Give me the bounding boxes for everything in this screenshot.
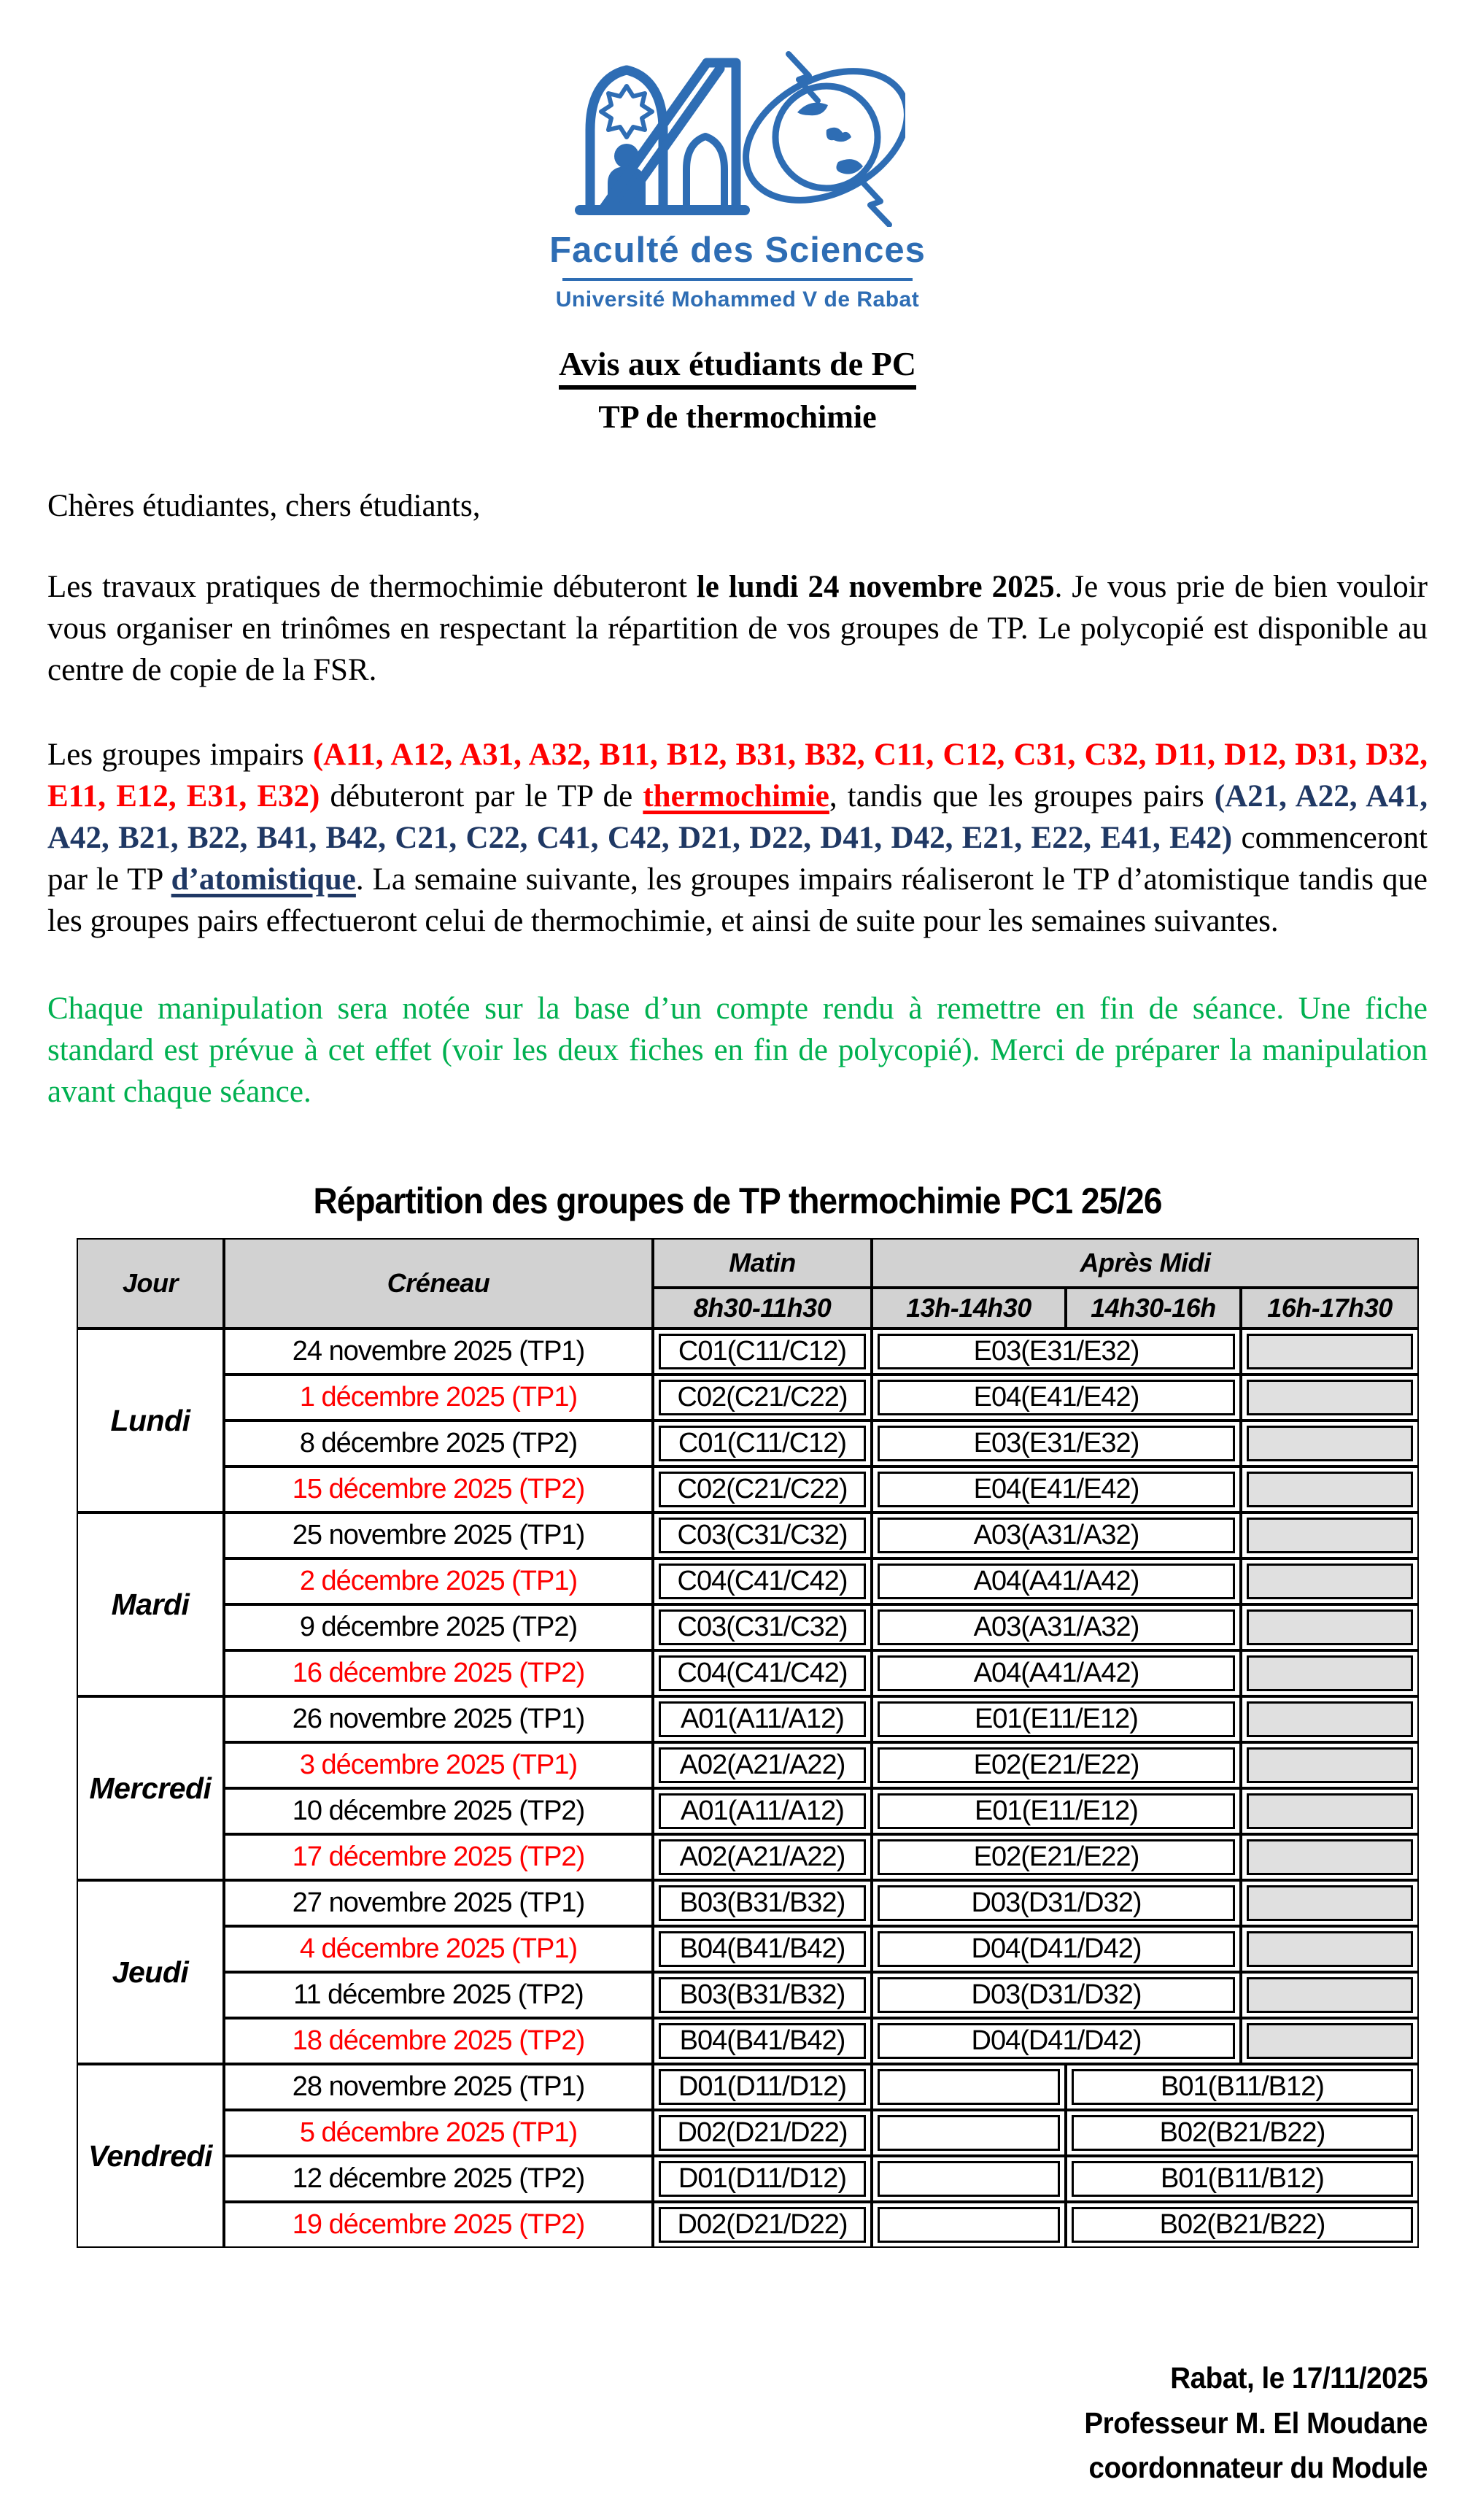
- session-date: 8 décembre 2025 (TP2): [224, 1421, 653, 1466]
- blocked-slot: [1247, 1380, 1413, 1415]
- notice-subtitle: TP de thermochimie: [598, 399, 877, 435]
- matin-group: B03(B31/B32): [659, 1885, 866, 1921]
- matin-group: C01(C11/C12): [659, 1334, 866, 1369]
- blocked-slot-cell: [1241, 1650, 1419, 1696]
- session-date: 17 décembre 2025 (TP2): [224, 1834, 653, 1880]
- apres-midi-slot-cell: [872, 1650, 1241, 1696]
- matin-slot-cell: [653, 1329, 872, 1375]
- schedule-row: [77, 1329, 1419, 1375]
- p2-intro: Les groupes impairs: [47, 737, 313, 772]
- session-date: 2 décembre 2025 (TP1): [224, 1558, 653, 1604]
- even-groups-list: (A21, A22, A41, A42, B21, B22, B41, B42, C21, C22, C41, C42, D21, D22, D41, D42, E21, E22, E41, E42): [47, 778, 1428, 855]
- col-header-jour: Jour: [77, 1238, 224, 1329]
- apres-midi-group: A04(A41/A42): [878, 1655, 1235, 1691]
- empty-slot-cell: [872, 2156, 1066, 2202]
- matin-slot-cell: [653, 1512, 872, 1558]
- apres-midi-slot-cell: [1066, 2202, 1419, 2248]
- matin-slot-cell: [653, 2202, 872, 2248]
- schedule-row: [77, 1466, 1419, 1512]
- blocked-slot: [1247, 1793, 1413, 1829]
- col-header-creneau: Créneau: [224, 1238, 653, 1329]
- apres-midi-group: B02(B21/B22): [1072, 2207, 1413, 2243]
- blocked-slot-cell: [1241, 1972, 1419, 2018]
- logo-divider: [562, 278, 913, 281]
- apres-midi-slot-cell: [872, 1880, 1241, 1926]
- matin-slot-cell: [653, 1696, 872, 1742]
- atomistique-emphasis: d’atomistique: [171, 862, 356, 897]
- signature-place-date: Rabat, le 17/11/2025: [1170, 2361, 1428, 2395]
- blocked-slot: [1247, 1885, 1413, 1921]
- session-date: 3 décembre 2025 (TP1): [224, 1742, 653, 1788]
- blocked-slot: [1247, 1609, 1413, 1645]
- session-date: 11 décembre 2025 (TP2): [224, 1972, 653, 2018]
- session-date: 18 décembre 2025 (TP2): [224, 2018, 653, 2064]
- blocked-slot-cell: [1241, 1329, 1419, 1375]
- apres-midi-slot-cell: [872, 1742, 1241, 1788]
- apres-midi-slot-cell: [872, 1926, 1241, 1972]
- blocked-slot: [1247, 1931, 1413, 1967]
- blocked-slot-cell: [1241, 1421, 1419, 1466]
- p2-mid2: , tandis que les groupes pairs: [829, 778, 1215, 813]
- matin-slot-cell: [653, 1788, 872, 1834]
- logo-globe-icon: [724, 45, 905, 227]
- logo-arch-icon: [580, 63, 745, 210]
- apres-midi-slot-cell: [872, 1788, 1241, 1834]
- table-header: [77, 1238, 1419, 1329]
- signature-professor: Professeur M. El Moudane: [1084, 2405, 1428, 2440]
- matin-slot-cell: [653, 2064, 872, 2110]
- schedule-row: [77, 1880, 1419, 1926]
- schedule-row: [77, 1375, 1419, 1421]
- col-header-14h30-16h: 14h30-16h: [1066, 1288, 1241, 1329]
- matin-group: C04(C41/C42): [659, 1655, 866, 1691]
- day-label: Mardi: [77, 1512, 224, 1696]
- apres-midi-group: A03(A31/A32): [878, 1609, 1235, 1645]
- apres-midi-group: A04(A41/A42): [878, 1564, 1235, 1599]
- matin-slot-cell: [653, 1834, 872, 1880]
- matin-slot-cell: [653, 2110, 872, 2156]
- apres-midi-group: E03(E31/E32): [878, 1334, 1235, 1369]
- matin-group: A02(A21/A22): [659, 1839, 866, 1875]
- schedule-row: [77, 2110, 1419, 2156]
- paragraph-grading-note: Chaque manipulation sera notée sur la base d’un compte rendu à remettre en fin de séance. Une fiche standard est prévue à cet effet (voir les deux fiches en fin de polycopié). Merci de préparer la manipulation avant chaque séance.: [47, 991, 1428, 1109]
- blocked-slot-cell: [1241, 2018, 1419, 2064]
- schedule-row: [77, 1650, 1419, 1696]
- p2-mid3: commenceront par le TP: [47, 820, 1428, 897]
- apres-midi-group: E02(E21/E22): [878, 1747, 1235, 1783]
- apres-midi-slot-cell: [872, 1604, 1241, 1650]
- empty-slot: [878, 2161, 1060, 2197]
- session-date: 5 décembre 2025 (TP1): [224, 2110, 653, 2156]
- blocked-slot: [1247, 1334, 1413, 1369]
- matin-group: C02(C21/C22): [659, 1472, 866, 1507]
- schedule-row: [77, 1742, 1419, 1788]
- start-date-bold: le lundi 24 novembre 2025: [696, 570, 1055, 604]
- header-row-1: [77, 1238, 1419, 1288]
- thermochimie-emphasis: thermochimie: [643, 778, 829, 813]
- col-header-16h-17h30: 16h-17h30: [1241, 1288, 1419, 1329]
- apres-midi-group: D04(D41/D42): [878, 2023, 1235, 2059]
- blocked-slot: [1247, 1747, 1413, 1783]
- session-date: 10 décembre 2025 (TP2): [224, 1788, 653, 1834]
- matin-group: D01(D11/D12): [659, 2069, 866, 2105]
- apres-midi-group: E04(E41/E42): [878, 1380, 1235, 1415]
- schedule-row: [77, 2202, 1419, 2248]
- matin-group: C03(C31/C32): [659, 1609, 866, 1645]
- tp-schedule-table: [77, 1238, 1419, 2248]
- matin-group: A01(A11/A12): [659, 1793, 866, 1829]
- matin-slot-cell: [653, 2156, 872, 2202]
- matin-slot-cell: [653, 1742, 872, 1788]
- blocked-slot-cell: [1241, 1788, 1419, 1834]
- schedule-row: [77, 2156, 1419, 2202]
- apres-midi-slot-cell: [1066, 2064, 1419, 2110]
- blocked-slot: [1247, 1839, 1413, 1875]
- matin-group: A01(A11/A12): [659, 1701, 866, 1737]
- matin-group: A02(A21/A22): [659, 1747, 866, 1783]
- empty-slot-cell: [872, 2064, 1066, 2110]
- blocked-slot-cell: [1241, 1375, 1419, 1421]
- schedule-row: [77, 2018, 1419, 2064]
- matin-slot-cell: [653, 1604, 872, 1650]
- schedule-row: [77, 1972, 1419, 2018]
- session-date: 15 décembre 2025 (TP2): [224, 1466, 653, 1512]
- apres-midi-slot-cell: [872, 1375, 1241, 1421]
- p2-mid1: débuteront par le TP de: [320, 778, 643, 813]
- session-date: 1 décembre 2025 (TP1): [224, 1375, 653, 1421]
- blocked-slot-cell: [1241, 1558, 1419, 1604]
- matin-slot-cell: [653, 1926, 872, 1972]
- apres-midi-group: D04(D41/D42): [878, 1931, 1235, 1967]
- day-label: Vendredi: [77, 2064, 224, 2248]
- p1-text: Les travaux pratiques de thermochimie débuteront: [47, 570, 697, 604]
- session-date: 24 novembre 2025 (TP1): [224, 1329, 653, 1375]
- matin-group: D02(D21/D22): [659, 2115, 866, 2151]
- logo-faculty-name: Faculté des Sciences: [549, 231, 926, 270]
- apres-midi-group: B01(B11/B12): [1072, 2161, 1413, 2197]
- notice-title: Avis aux étudiants de PC: [559, 344, 916, 390]
- faculty-logo-icon: [570, 34, 905, 227]
- matin-group: B03(B31/B32): [659, 1977, 866, 2013]
- table-body: [77, 1329, 1419, 2248]
- empty-slot: [878, 2069, 1060, 2105]
- blocked-slot: [1247, 2023, 1413, 2059]
- col-header-apres-midi: Après Midi: [872, 1238, 1419, 1288]
- session-date: 27 novembre 2025 (TP1): [224, 1880, 653, 1926]
- apres-midi-slot-cell: [872, 1834, 1241, 1880]
- blocked-slot: [1247, 1564, 1413, 1599]
- schedule-row: [77, 2064, 1419, 2110]
- apres-midi-slot-cell: [872, 1466, 1241, 1512]
- matin-group: C03(C31/C32): [659, 1518, 866, 1553]
- empty-slot: [878, 2115, 1060, 2151]
- blocked-slot-cell: [1241, 1512, 1419, 1558]
- col-header-matin: Matin: [653, 1238, 872, 1288]
- matin-group: B04(B41/B42): [659, 1931, 866, 1967]
- apres-midi-group: A03(A31/A32): [878, 1518, 1235, 1553]
- matin-group: C02(C21/C22): [659, 1380, 866, 1415]
- session-date: 9 décembre 2025 (TP2): [224, 1604, 653, 1650]
- day-label: Jeudi: [77, 1880, 224, 2064]
- matin-slot-cell: [653, 1972, 872, 2018]
- col-header-8h30-11h30: 8h30-11h30: [653, 1288, 872, 1329]
- document-title-block: [47, 344, 1428, 436]
- apres-midi-slot-cell: [872, 1421, 1241, 1466]
- blocked-slot-cell: [1241, 1834, 1419, 1880]
- session-date: 28 novembre 2025 (TP1): [224, 2064, 653, 2110]
- apres-midi-group: E03(E31/E32): [878, 1426, 1235, 1461]
- apres-midi-slot-cell: [872, 1696, 1241, 1742]
- day-label: Mercredi: [77, 1696, 224, 1880]
- salutation: Chères étudiantes, chers étudiants,: [47, 489, 481, 523]
- apres-midi-group: B01(B11/B12): [1072, 2069, 1413, 2105]
- schedule-row: [77, 1788, 1419, 1834]
- apres-midi-slot-cell: [872, 1512, 1241, 1558]
- matin-slot-cell: [653, 2018, 872, 2064]
- matin-slot-cell: [653, 1880, 872, 1926]
- blocked-slot: [1247, 1518, 1413, 1553]
- apres-midi-group: E01(E11/E12): [878, 1701, 1235, 1737]
- blocked-slot-cell: [1241, 1880, 1419, 1926]
- schedule-row: [77, 1926, 1419, 1972]
- p1-text-after: . Je vous prie de bien vouloir vous organiser en trinômes en respectant la répartition de vos groupes de TP. Le polycopié est disponible au centre de copie de la FSR.: [47, 570, 1428, 688]
- odd-groups-list: (A11, A12, A31, A32, B11, B12, B31, B32, C11, C12, C31, C32, D11, D12, D31, D32, E11, E12, E31, E32): [47, 737, 1428, 813]
- apres-midi-group: D03(D31/D32): [878, 1977, 1235, 2013]
- apres-midi-group: E04(E41/E42): [878, 1472, 1235, 1507]
- blocked-slot-cell: [1241, 1926, 1419, 1972]
- schedule-row: [77, 1604, 1419, 1650]
- logo-university-name: Université Mohammed V de Rabat: [555, 287, 920, 312]
- p2-end: . La semaine suivante, les groupes impairs réaliseront le TP d’atomistique tandis que les groupes pairs effectueront celui de thermochimie, et ainsi de suite pour les semaines suivantes.: [47, 862, 1428, 939]
- matin-slot-cell: [653, 1650, 872, 1696]
- schedule-row: [77, 1834, 1419, 1880]
- table-title: Répartition des groupes de TP thermochimie PC1 25/26: [313, 1180, 1162, 1222]
- matin-group: C04(C41/C42): [659, 1564, 866, 1599]
- blocked-slot: [1247, 1655, 1413, 1691]
- session-date: 4 décembre 2025 (TP1): [224, 1926, 653, 1972]
- matin-slot-cell: [653, 1466, 872, 1512]
- apres-midi-slot-cell: [1066, 2156, 1419, 2202]
- matin-group: D01(D11/D12): [659, 2161, 866, 2197]
- apres-midi-slot-cell: [872, 1972, 1241, 2018]
- university-logo: [47, 34, 1428, 312]
- session-date: 12 décembre 2025 (TP2): [224, 2156, 653, 2202]
- matin-slot-cell: [653, 1558, 872, 1604]
- schedule-row: [77, 1696, 1419, 1742]
- blocked-slot-cell: [1241, 1466, 1419, 1512]
- schedule-row: [77, 1512, 1419, 1558]
- blocked-slot: [1247, 1701, 1413, 1737]
- session-date: 16 décembre 2025 (TP2): [224, 1650, 653, 1696]
- blocked-slot-cell: [1241, 1696, 1419, 1742]
- paragraph-groups: [47, 734, 1428, 943]
- matin-group: B04(B41/B42): [659, 2023, 866, 2059]
- schedule-row: [77, 1558, 1419, 1604]
- apres-midi-slot-cell: [872, 1558, 1241, 1604]
- apres-midi-group: B02(B21/B22): [1072, 2115, 1413, 2151]
- apres-midi-slot-cell: [872, 2018, 1241, 2064]
- paragraph-start-date: [47, 566, 1428, 692]
- empty-slot: [878, 2207, 1060, 2243]
- schedule-row: [77, 1421, 1419, 1466]
- apres-midi-group: D03(D31/D32): [878, 1885, 1235, 1921]
- matin-group: D02(D21/D22): [659, 2207, 866, 2243]
- signature-role: coordonnateur du Module: [1088, 2451, 1428, 2485]
- session-date: 19 décembre 2025 (TP2): [224, 2202, 653, 2248]
- apres-midi-slot-cell: [1066, 2110, 1419, 2156]
- blocked-slot-cell: [1241, 1742, 1419, 1788]
- blocked-slot: [1247, 1426, 1413, 1461]
- blocked-slot-cell: [1241, 1604, 1419, 1650]
- session-date: 25 novembre 2025 (TP1): [224, 1512, 653, 1558]
- empty-slot-cell: [872, 2202, 1066, 2248]
- blocked-slot: [1247, 1977, 1413, 2013]
- col-header-13h-14h30: 13h-14h30: [872, 1288, 1066, 1329]
- matin-slot-cell: [653, 1375, 872, 1421]
- apres-midi-group: E02(E21/E22): [878, 1839, 1235, 1875]
- apres-midi-group: E01(E11/E12): [878, 1793, 1235, 1829]
- blocked-slot: [1247, 1472, 1413, 1507]
- empty-slot-cell: [872, 2110, 1066, 2156]
- matin-group: C01(C11/C12): [659, 1426, 866, 1461]
- apres-midi-slot-cell: [872, 1329, 1241, 1375]
- signature-block: [131, 2356, 1428, 2491]
- day-label: Lundi: [77, 1329, 224, 1512]
- matin-slot-cell: [653, 1421, 872, 1466]
- session-date: 26 novembre 2025 (TP1): [224, 1696, 653, 1742]
